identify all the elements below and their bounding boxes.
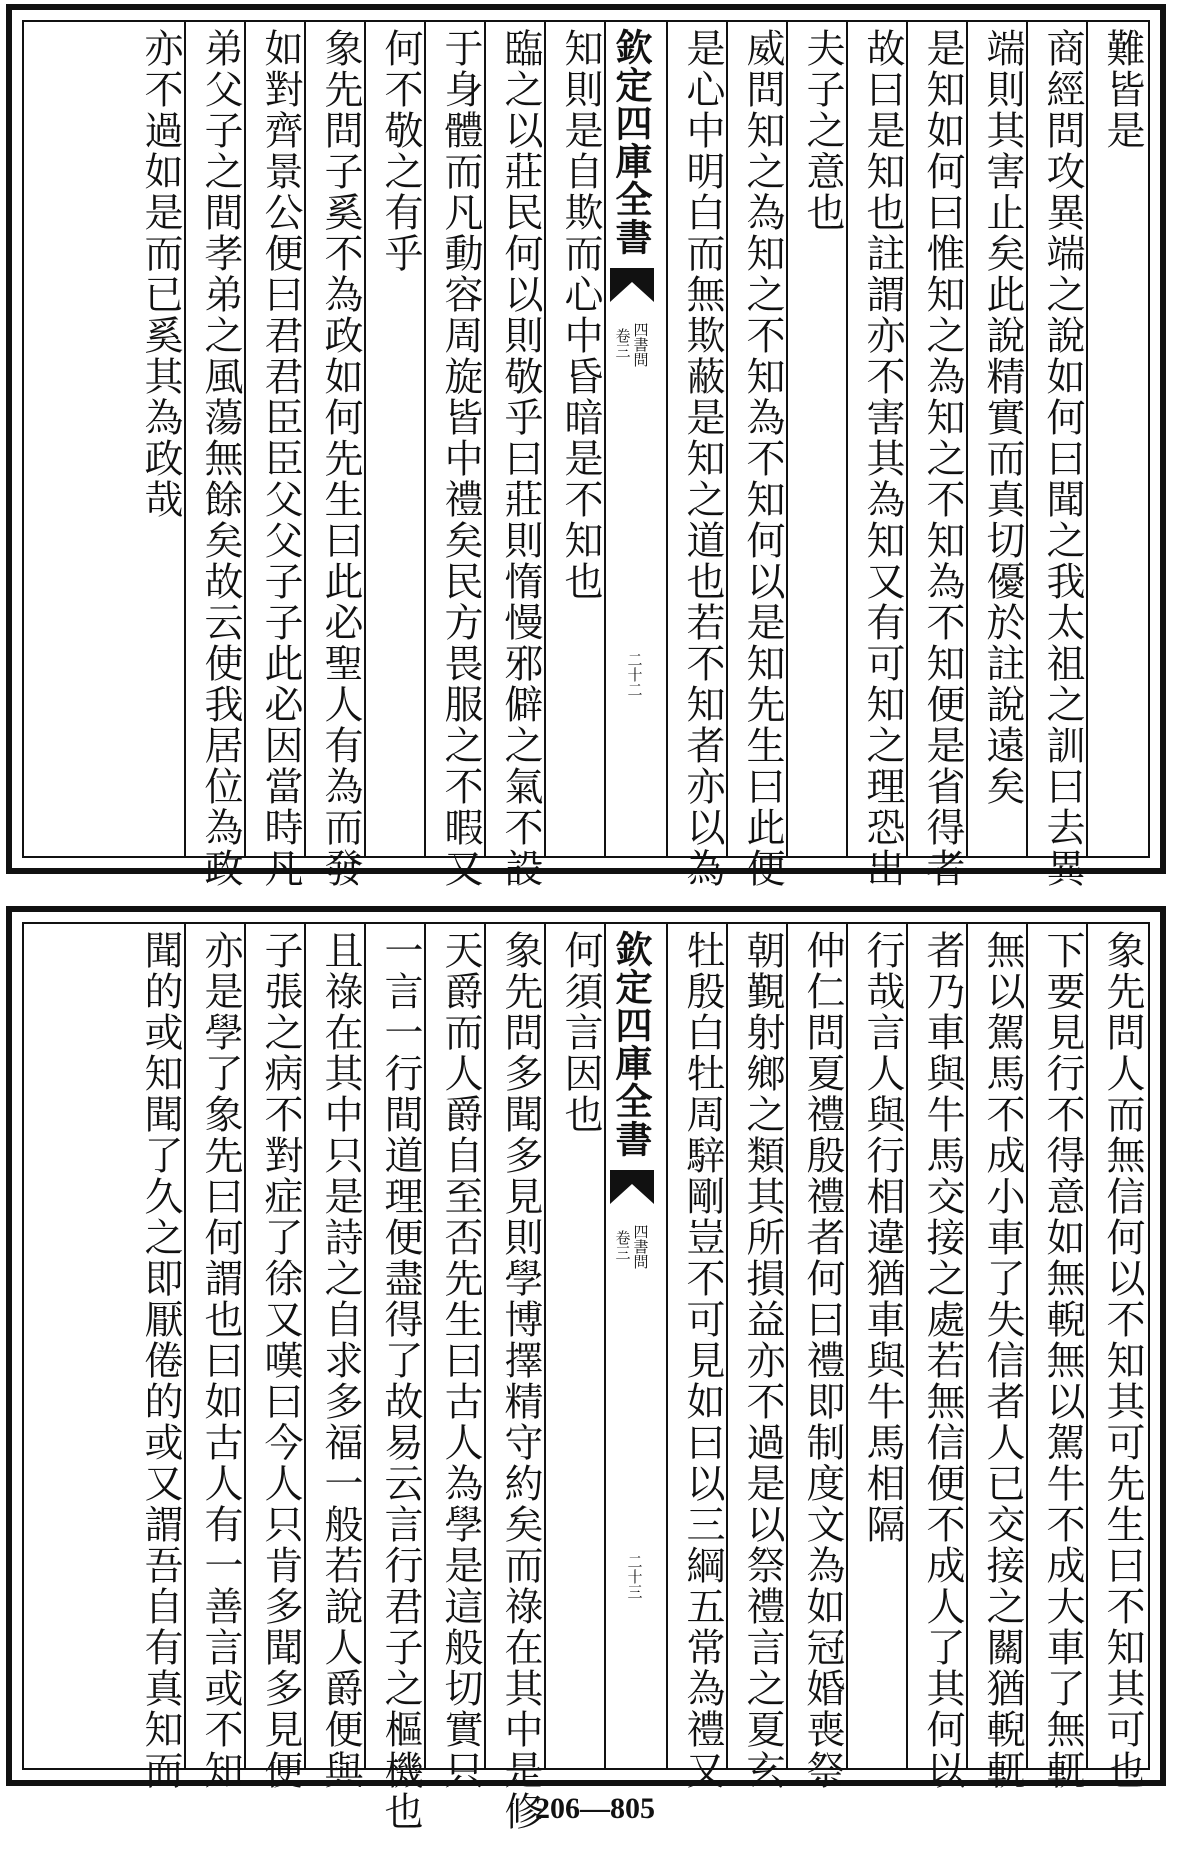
bottom-column-11: 天爵而人爵自至否先生曰古人為學是這般切實只: [438, 930, 483, 1791]
bottom-column-16: 聞的或知聞了久之即厭倦的或又謂吾自有真知而: [138, 930, 183, 1791]
top-column-10: 臨之以莊民何以則敬乎曰莊則惰慢邪僻之氣不設: [498, 28, 543, 889]
library-title: 欽定四庫全書: [609, 28, 653, 256]
column-rule: [424, 22, 426, 856]
page-number-footer: 206—805: [535, 1792, 655, 1825]
column-rule: [906, 22, 908, 856]
bottom-column-2: 下要見行不得意如無輗無以駕牛不成大車了無軏: [1040, 930, 1085, 1791]
book-title: 四書問: [631, 322, 650, 367]
column-rule: [726, 22, 728, 856]
column-rule: [846, 924, 848, 1768]
juan-number: 卷三: [613, 1230, 632, 1260]
column-rule: [786, 22, 788, 856]
top-column-15: 弟父子之間孝弟之風蕩無餘矣故云使我居位為政: [198, 28, 243, 889]
leaf-number: 二十三: [625, 1554, 644, 1599]
top-column-2: 商經問攻異端之說如何曰聞之我太祖之訓曰去異: [1040, 28, 1085, 889]
column-rule: [1026, 924, 1028, 1768]
fish-tail-mark-icon: [610, 1170, 654, 1204]
bottom-column-9: 何須言因也: [558, 930, 603, 1135]
juan-number: 卷三: [613, 328, 632, 358]
column-rule: [424, 924, 426, 1768]
top-column-7: 威問知之為知之不知為不知何以是知先生曰此便: [740, 28, 785, 889]
column-rule: [666, 22, 668, 856]
column-rule: [846, 22, 848, 856]
column-rule: [244, 22, 246, 856]
book-title: 四書問: [631, 1224, 650, 1269]
bottom-column-10: 象先問多聞多見則學博擇精守約矣而祿在其中是修: [498, 930, 543, 1832]
top-column-4: 是知如何曰惟知之為知之不知為不知便是省得者: [920, 28, 965, 889]
bottom-column-6: 仲仁問夏禮殷禮者何曰禮即制度文為如冠婚喪祭: [800, 930, 845, 1791]
top-page-text-block: [22, 20, 1150, 889]
bottom-column-13: 且祿在其中只是詩之自求多福一般若說人爵便與: [318, 930, 363, 1791]
fish-tail-mark-icon: [610, 268, 654, 302]
top-column-3: 端則其害止矣此說精實而真切優於註說遠矣: [980, 28, 1025, 807]
top-column-11: 于身體而凡動容周旋皆中禮矣民方畏服之不暇又: [438, 28, 483, 889]
bottom-column-5: 行哉言人與行相違猶車與牛馬相隔: [860, 930, 905, 1545]
bottom-column-14: 子張之病不對症了徐又嘆曰今人只肯多聞多見便: [258, 930, 303, 1791]
top-column-8: 是心中明白而無欺蔽是知之道也若不知者亦以為: [680, 28, 725, 889]
column-rule: [966, 22, 968, 856]
column-rule: [544, 22, 546, 856]
column-rule: [304, 22, 306, 856]
bottom-column-12: 一言一行間道理便盡得了故易云言行君子之樞機也: [378, 930, 423, 1832]
column-rule: [484, 22, 486, 856]
column-rule: [666, 924, 668, 1768]
top-column-1: 難皆是: [1100, 28, 1145, 151]
column-rule: [184, 924, 186, 1768]
bottom-column-7: 朝覲射鄉之類其所損益亦不過是以祭禮言之夏玄: [740, 930, 785, 1791]
column-rule: [304, 924, 306, 1768]
column-rule: [726, 924, 728, 1768]
column-rule: [484, 924, 486, 1768]
bottom-center-band: [606, 924, 662, 1768]
column-rule: [604, 22, 606, 856]
column-rule: [244, 924, 246, 1768]
bottom-column-15: 亦是學了象先曰何謂也曰如古人有一善言或不知: [198, 930, 243, 1791]
bottom-column-3: 無以駕馬不成小車了失信者人已交接之關猶輗軏: [980, 930, 1025, 1791]
column-rule: [364, 924, 366, 1768]
bottom-column-4: 者乃車與牛馬交接之處若無信便不成人了其何以: [920, 930, 965, 1791]
top-column-9: 知則是自欺而心中昏暗是不知也: [558, 28, 603, 602]
top-center-band: [606, 22, 662, 856]
column-rule: [604, 924, 606, 1768]
column-rule: [906, 924, 908, 1768]
bottom-column-8: 牡殷白牡周騂剛豈不可見如曰以三綱五常為禮又: [680, 930, 725, 1791]
leaf-number: 二十二: [625, 652, 644, 697]
column-rule: [966, 924, 968, 1768]
column-rule: [364, 22, 366, 856]
library-title: 欽定四庫全書: [609, 930, 653, 1158]
top-column-6: 夫子之意也: [800, 28, 845, 233]
column-rule: [1086, 924, 1088, 1768]
top-column-13: 象先問子奚不為政如何先生曰此必聖人有為而發: [318, 28, 363, 889]
column-rule: [786, 924, 788, 1768]
top-column-5: 故曰是知也註謂亦不害其為知又有可知之理恐出: [860, 28, 905, 889]
bottom-column-1: 象先問人而無信何以不知其可先生曰不知其可也: [1100, 930, 1145, 1791]
column-rule: [1086, 22, 1088, 856]
column-rule: [544, 924, 546, 1768]
column-rule: [184, 22, 186, 856]
top-column-14: 如對齊景公便曰君君臣臣父父子子此必因當時凡: [258, 28, 303, 889]
column-rule: [1026, 22, 1028, 856]
top-column-12: 何不敬之有乎: [378, 28, 423, 274]
top-page-frame: [6, 4, 1166, 889]
top-column-16: 亦不過如是而已奚其為政哉: [138, 28, 183, 520]
